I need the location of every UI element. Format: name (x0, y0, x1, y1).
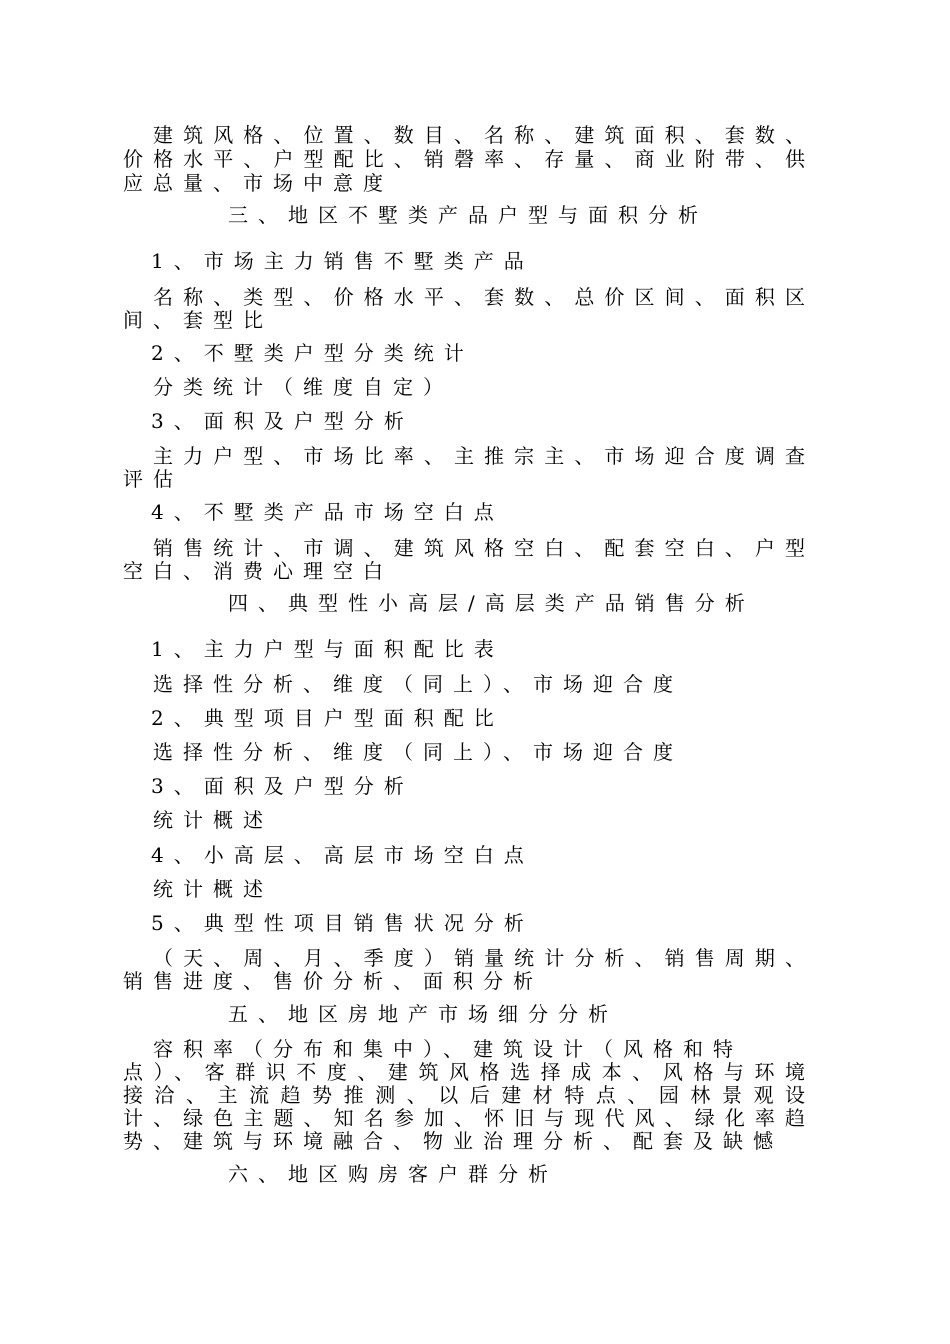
section-heading: 四、典型性小高层/高层类产品销售分析 (228, 591, 755, 615)
paragraph-line: 计、绿色主题、知名参加、怀旧与现代风、绿化率趋 (123, 1106, 805, 1130)
section-heading: 五、地区房地产市场细分分析 (228, 1002, 618, 1026)
paragraph-line: 容积率（分布和集中）、建筑设计（风格和特 (153, 1037, 743, 1061)
paragraph-line: 间、套型比 (123, 308, 273, 332)
paragraph-line: 价格水平、户型配比、销磬率、存量、商业附带、供 (123, 147, 805, 171)
paragraph-line: 空白、消费心理空白 (123, 559, 393, 583)
subsection-heading: 2、不墅类户型分类统计 (151, 341, 474, 365)
paragraph-line: 销售统计、市调、建筑风格空白、配套空白、户型 (153, 536, 805, 560)
paragraph-line: 主力户型、市场比率、主推宗主、市场迎合度调查 (153, 444, 805, 468)
subsection-heading: 3、面积及户型分析 (151, 774, 414, 798)
paragraph-line: 势、建筑与环境融合、物业治理分析、配套及缺憾 (123, 1129, 783, 1153)
paragraph-line: 评估 (123, 467, 183, 491)
section-heading: 六、地区购房客户群分析 (228, 1162, 558, 1186)
paragraph-line: 接洽、主流趋势推测、以后建材特点、园林景观设 (123, 1083, 805, 1107)
subsection-heading: 4、小高层、高层市场空白点 (151, 843, 534, 867)
paragraph-line: 统计概述 (153, 877, 273, 901)
paragraph-line: 选择性分析、维度（同上）、市场迎合度 (153, 672, 683, 696)
subsection-heading: 1、主力户型与面积配比表 (151, 637, 504, 661)
subsection-heading: 3、面积及户型分析 (151, 409, 414, 433)
subsection-heading: 5、典型性项目销售状况分析 (151, 911, 534, 935)
paragraph-line: 统计概述 (153, 808, 273, 832)
subsection-heading: 4、不墅类产品市场空白点 (151, 500, 504, 524)
paragraph-line: （天、周、月、季度）销量统计分析、销售周期、 (153, 946, 805, 970)
paragraph-line: 点）、客群识不度、建筑风格选择成本、风格与环境 (123, 1060, 805, 1084)
paragraph-line: 分类统计（维度自定） (153, 375, 453, 399)
subsection-heading: 1、市场主力销售不墅类产品 (151, 249, 534, 273)
paragraph-line: 选择性分析、维度（同上）、市场迎合度 (153, 740, 683, 764)
paragraph-line: 名称、类型、价格水平、套数、总价区间、面积区 (153, 285, 805, 309)
paragraph-line: 应总量、市场中意度 (123, 171, 393, 195)
subsection-heading: 2、典型项目户型面积配比 (151, 706, 504, 730)
paragraph-line: 销售进度、售价分析、面积分析 (123, 969, 543, 993)
section-heading: 三、地区不墅类产品户型与面积分析 (228, 203, 708, 227)
paragraph-line: 建筑风格、位置、数目、名称、建筑面积、套数、 (153, 123, 805, 147)
